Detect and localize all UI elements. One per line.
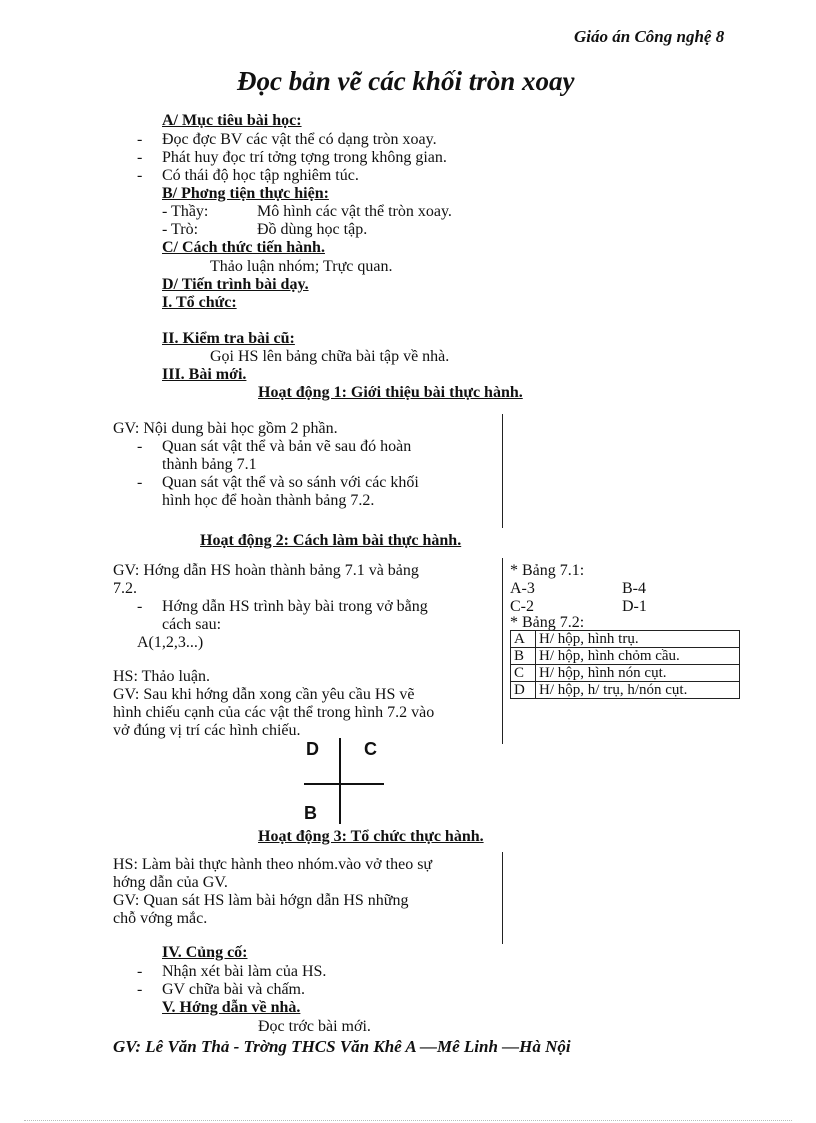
check-heading: II. Kiểm tra bài cũ: xyxy=(162,330,295,347)
activity2-line: hình chiếu cạnh của các vật thể trong hình 7.2 vào xyxy=(113,704,435,721)
activity2-line: vở đúng vị trí các hình chiếu. xyxy=(113,722,301,739)
activity2-line: GV: Sau khi hớng dẫn xong cần yêu cầu HS vẽ xyxy=(113,686,415,703)
list-dash: - xyxy=(137,131,143,148)
activity1-item-line: Quan sát vật thể và bản vẽ sau đó hoàn xyxy=(162,438,412,455)
homework-heading: V. Hớng dẫn về nhà. xyxy=(162,999,301,1016)
consolidation-item: Nhận xét bài làm của HS. xyxy=(162,963,327,980)
list-dash: - xyxy=(137,474,143,491)
table-cell-key: C xyxy=(511,665,536,682)
table-row xyxy=(511,665,740,682)
table72-label: * Bảng 7.2: xyxy=(510,614,585,631)
activity3-heading: Hoạt động 3: Tổ chức thực hành. xyxy=(258,828,484,845)
activity1-item-line: thành bảng 7.1 xyxy=(162,456,257,473)
list-dash: - xyxy=(137,981,143,998)
activity1-heading: Hoạt động 1: Giới thiệu bài thực hành. xyxy=(258,384,523,401)
table-cell-value: H/ hộp, hình nón cụt. xyxy=(536,665,740,682)
page-title: Đọc bản vẽ các khối tròn xoay xyxy=(237,66,575,96)
student-label: - Trò: xyxy=(162,221,199,238)
activity3-line: GV: Quan sát HS làm bài hớgn dẫn HS những xyxy=(113,892,409,909)
list-dash: - xyxy=(137,598,143,615)
footer-author: GV: Lê Văn Thả - Trờng THCS Văn Khê A —Mê Linh —Hà Nội xyxy=(113,1037,571,1056)
new-lesson-heading: III. Bài mới. xyxy=(162,366,247,383)
activity3-line: hớng dẫn của GV. xyxy=(113,874,228,891)
table71-cell: D-1 xyxy=(622,598,647,615)
column-divider xyxy=(502,414,503,528)
consolidation-item: GV chữa bài và chấm. xyxy=(162,981,305,998)
activity3-line: HS: Làm bài thực hành theo nhóm.vào vở theo sự xyxy=(113,856,433,873)
consolidation-heading: IV. Củng cố: xyxy=(162,944,248,961)
teacher-value: Mô hình các vật thể tròn xoay. xyxy=(257,203,452,220)
list-dash: - xyxy=(137,438,143,455)
objective-item: Đọc đợc BV các vật thể có dạng tròn xoay. xyxy=(162,131,437,148)
activity1-item-line: hình học để hoàn thành bảng 7.2. xyxy=(162,492,375,509)
objective-item: Phát huy đọc trí tởng tợng trong không gian. xyxy=(162,149,447,166)
means-heading: B/ Phơng tiện thực hiện: xyxy=(162,185,329,202)
table-cell-key: A xyxy=(511,631,536,648)
table71-cell: B-4 xyxy=(622,580,646,597)
table-cell-value: H/ hộp, hình trụ. xyxy=(536,631,740,648)
table-cell-value: H/ hộp, h/ trụ, h/nón cụt. xyxy=(536,682,740,699)
check-text: Gọi HS lên bảng chữa bài tập về nhà. xyxy=(210,348,450,365)
organization-heading: I. Tổ chức: xyxy=(162,294,237,311)
page-bottom-border xyxy=(24,1120,792,1121)
table71-label: * Bảng 7.1: xyxy=(510,562,585,579)
activity2-formula: A(1,2,3...) xyxy=(137,634,204,651)
objectives-heading: A/ Mục tiêu bài học: xyxy=(162,112,302,129)
activity2-heading: Hoạt động 2: Cách làm bài thực hành. xyxy=(200,532,462,549)
subject-header: Giáo án Công nghệ 8 xyxy=(574,27,725,46)
homework-text: Đọc trớc bài mới. xyxy=(258,1018,371,1035)
table-row xyxy=(511,648,740,665)
diagram-label-b: B xyxy=(304,803,317,823)
diagram-label-d: D xyxy=(306,739,319,759)
column-divider xyxy=(502,852,503,944)
objective-item: Có thái độ học tập nghiêm túc. xyxy=(162,167,359,184)
activity2-line: GV: Hớng dẫn HS hoàn thành bảng 7.1 và bảng xyxy=(113,562,419,579)
diagram-label-c: C xyxy=(364,739,377,759)
activity2-line: Hớng dẫn HS trình bày bài trong vở bằng xyxy=(162,598,428,615)
activity1-item-line: Quan sát vật thể và so sánh với các khối xyxy=(162,474,419,491)
table-row xyxy=(511,682,740,699)
activity3-line: chỗ vớng mắc. xyxy=(113,910,208,927)
activity2-line: HS: Thảo luận. xyxy=(113,668,211,685)
list-dash: - xyxy=(137,167,143,184)
student-value: Đồ dùng học tập. xyxy=(257,221,368,238)
method-heading: C/ Cách thức tiến hành. xyxy=(162,239,325,256)
activity2-line: 7.2. xyxy=(113,580,137,597)
table71-cell: C-2 xyxy=(510,598,534,615)
activity1-intro: GV: Nội dung bài học gồm 2 phần. xyxy=(113,420,338,437)
activity2-line: cách sau: xyxy=(162,616,222,633)
column-divider xyxy=(502,558,503,744)
table-cell-value: H/ hộp, hình chỏm cầu. xyxy=(536,648,740,665)
list-dash: - xyxy=(137,149,143,166)
method-text: Thảo luận nhóm; Trực quan. xyxy=(210,258,393,275)
list-dash: - xyxy=(137,963,143,980)
teacher-label: - Thầy: xyxy=(162,203,209,220)
table71-cell: A-3 xyxy=(510,580,535,597)
process-heading: D/ Tiến trình bài dạy. xyxy=(162,276,309,293)
table-row xyxy=(511,631,740,648)
table-cell-key: D xyxy=(511,682,536,699)
table72 xyxy=(510,630,740,699)
table-cell-key: B xyxy=(511,648,536,665)
